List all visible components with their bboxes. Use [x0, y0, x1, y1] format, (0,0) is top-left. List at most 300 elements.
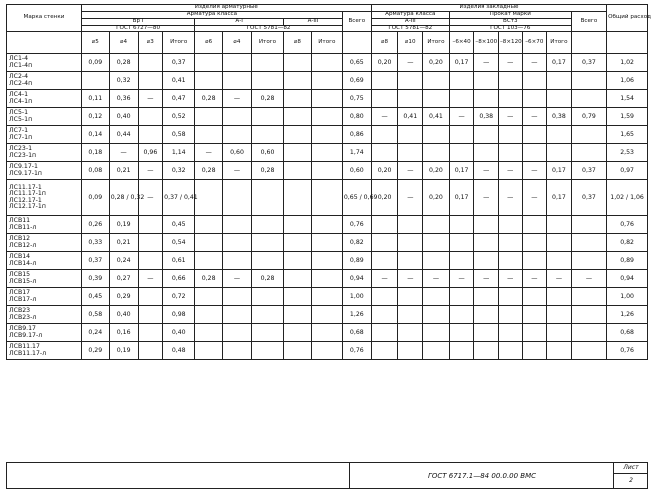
- value-cell: [449, 144, 474, 162]
- value-cell: [522, 342, 547, 360]
- brand-name: ЛС2-4п: [9, 79, 33, 87]
- header-total: Всего: [342, 11, 371, 32]
- value-cell: [398, 306, 423, 324]
- value-cell: [423, 234, 450, 252]
- header-d8b: ⌀8: [371, 32, 398, 54]
- value-cell: [474, 216, 499, 234]
- header-gost-a: ГОСТ 5781—82: [195, 25, 343, 32]
- value-cell: 0,41: [423, 108, 450, 126]
- value-cell: 1,59: [607, 108, 648, 126]
- value-cell: [223, 72, 252, 90]
- header-d4: ⌀4: [109, 32, 138, 54]
- header-spacer-2: [342, 32, 371, 54]
- value-cell: [398, 288, 423, 306]
- value-cell: [522, 144, 547, 162]
- value-cell: [371, 90, 398, 108]
- value-cell: —: [398, 270, 423, 288]
- value-cell: 1,00: [607, 288, 648, 306]
- table-row: [7, 108, 648, 126]
- value-cell: 0,65: [342, 54, 371, 72]
- value-cell: 0,28: [251, 162, 283, 180]
- brand-cell: [7, 234, 82, 252]
- header-a3: А-III: [284, 18, 343, 25]
- value-cell: 0,09: [81, 54, 109, 72]
- value-cell: 0,28: [109, 54, 138, 72]
- value-cell: 0,14: [81, 126, 109, 144]
- value-cell: [251, 234, 283, 252]
- brand-name: ЛС12.17-1п: [9, 203, 46, 211]
- value-cell: [223, 126, 252, 144]
- value-cell: [571, 252, 606, 270]
- value-cell: 0,19: [109, 342, 138, 360]
- brand-name: ЛСВ23-л: [9, 313, 37, 321]
- brand-name: ЛС7-1п: [9, 133, 33, 141]
- value-cell: [398, 126, 423, 144]
- value-cell: —: [449, 108, 474, 126]
- header-p2: –8×100: [474, 32, 499, 54]
- table-row: [7, 252, 648, 270]
- value-cell: —: [398, 180, 423, 216]
- value-cell: 0,94: [607, 270, 648, 288]
- value-cell: [449, 90, 474, 108]
- brand-name: ЛСВ23: [9, 307, 31, 315]
- value-cell: —: [371, 270, 398, 288]
- brand-name: ЛС7-1: [9, 127, 29, 135]
- value-cell: —: [371, 108, 398, 126]
- header-d4b: ⌀4: [223, 32, 252, 54]
- value-cell: 0,41: [163, 72, 195, 90]
- header-vst: ВСт3: [449, 18, 571, 25]
- value-cell: [423, 90, 450, 108]
- value-cell: [571, 126, 606, 144]
- header-brand: Марка стенки: [7, 5, 82, 32]
- value-cell: [284, 306, 312, 324]
- value-cell: [284, 144, 312, 162]
- value-cell: —: [138, 180, 163, 216]
- value-cell: [371, 216, 398, 234]
- value-cell: [449, 342, 474, 360]
- value-cell: [371, 288, 398, 306]
- value-cell: [474, 72, 499, 90]
- value-cell: 0,37: [81, 252, 109, 270]
- value-cell: [571, 342, 606, 360]
- value-cell: —: [109, 144, 138, 162]
- header-armature-class-2: Арматура класса: [371, 11, 449, 18]
- brand-name: ЛС1-4п: [9, 61, 33, 69]
- value-cell: [311, 90, 342, 108]
- value-cell: 1,14: [163, 144, 195, 162]
- value-cell: —: [223, 270, 252, 288]
- value-cell: 0,26: [81, 216, 109, 234]
- value-cell: 0,76: [342, 342, 371, 360]
- header-sum2: Итого: [251, 32, 283, 54]
- value-cell: [284, 288, 312, 306]
- value-cell: 0,98: [163, 306, 195, 324]
- value-cell: 0,20: [423, 180, 450, 216]
- value-cell: 0,68: [607, 324, 648, 342]
- value-cell: [522, 234, 547, 252]
- header-armature-class: Арматура класса: [81, 11, 342, 18]
- value-cell: —: [522, 180, 547, 216]
- value-cell: [499, 234, 523, 252]
- value-cell: 0,17: [449, 180, 474, 216]
- value-cell: [138, 108, 163, 126]
- value-cell: [223, 180, 252, 216]
- brand-name: ЛС5-1: [9, 109, 29, 117]
- value-cell: —: [423, 270, 450, 288]
- value-cell: [571, 288, 606, 306]
- table-row: [7, 306, 648, 324]
- value-cell: 0,36: [109, 90, 138, 108]
- header-a1: А-I: [195, 18, 284, 25]
- brand-name: ЛС4-1п: [9, 97, 33, 105]
- value-cell: [547, 144, 572, 162]
- value-cell: [81, 72, 109, 90]
- value-cell: 0,29: [81, 342, 109, 360]
- value-cell: [223, 108, 252, 126]
- value-cell: —: [474, 162, 499, 180]
- value-cell: [398, 342, 423, 360]
- value-cell: [398, 90, 423, 108]
- brand-name: ЛСВ11.17-л: [9, 349, 47, 357]
- value-cell: [284, 234, 312, 252]
- value-cell: [474, 126, 499, 144]
- header-p1: –6×40: [449, 32, 474, 54]
- value-cell: —: [398, 54, 423, 72]
- brand-name: ЛС23-1: [9, 145, 33, 153]
- value-cell: [311, 342, 342, 360]
- value-cell: [311, 288, 342, 306]
- value-cell: [449, 288, 474, 306]
- value-cell: [547, 342, 572, 360]
- value-cell: [311, 324, 342, 342]
- brand-name: ЛС12.17-1: [9, 196, 42, 204]
- value-cell: 0,20: [371, 54, 398, 72]
- value-cell: [398, 216, 423, 234]
- value-cell: 0,44: [109, 126, 138, 144]
- value-cell: 0,17: [547, 162, 572, 180]
- value-cell: 0,28: [195, 162, 223, 180]
- brand-name: ЛС9.17-1п: [9, 169, 42, 177]
- value-cell: [284, 324, 312, 342]
- brand-name: ЛСВ14-л: [9, 259, 37, 267]
- value-cell: 0,19: [109, 216, 138, 234]
- header-a3b: А-III: [371, 18, 449, 25]
- value-cell: [499, 126, 523, 144]
- value-cell: 0,33: [81, 234, 109, 252]
- value-cell: [138, 252, 163, 270]
- brand-name: ЛСВ12: [9, 235, 31, 243]
- value-cell: [251, 252, 283, 270]
- value-cell: [138, 216, 163, 234]
- header-d5: ⌀5: [81, 32, 109, 54]
- header-total-2: Всего: [571, 11, 606, 32]
- brand-name: ЛСВ11.17: [9, 343, 40, 351]
- value-cell: [311, 108, 342, 126]
- value-cell: 0,94: [342, 270, 371, 288]
- brand-cell: [7, 288, 82, 306]
- value-cell: [449, 234, 474, 252]
- value-cell: 0,32: [163, 162, 195, 180]
- value-cell: [284, 180, 312, 216]
- value-cell: [251, 288, 283, 306]
- value-cell: —: [398, 162, 423, 180]
- value-cell: [522, 324, 547, 342]
- value-cell: [311, 216, 342, 234]
- value-cell: [223, 306, 252, 324]
- title-block: [6, 462, 648, 489]
- value-cell: —: [474, 54, 499, 72]
- brand-name: ЛС11.17-1: [9, 183, 42, 191]
- brand-cell: [7, 126, 82, 144]
- value-cell: [371, 306, 398, 324]
- value-cell: [499, 90, 523, 108]
- value-cell: [195, 324, 223, 342]
- value-cell: 0,79: [571, 108, 606, 126]
- table-row: [7, 54, 648, 72]
- table-row: [7, 90, 648, 108]
- value-cell: [571, 324, 606, 342]
- value-cell: 0,96: [138, 144, 163, 162]
- document-code: ГОСТ 6717.1—84 00.0.00 ВМС: [349, 463, 614, 488]
- value-cell: [284, 90, 312, 108]
- header-gost-a3b: ГОСТ 5781—82: [371, 25, 449, 32]
- brand-name: ЛС9.17-1: [9, 163, 38, 171]
- value-cell: 0,37: [571, 162, 606, 180]
- value-cell: 0,11: [81, 90, 109, 108]
- header-bp1: Вр I: [81, 18, 194, 25]
- value-cell: [195, 126, 223, 144]
- value-cell: 0,41: [398, 108, 423, 126]
- value-cell: [223, 342, 252, 360]
- brand-cell: [7, 54, 82, 72]
- value-cell: [449, 306, 474, 324]
- value-cell: [474, 90, 499, 108]
- value-cell: [138, 126, 163, 144]
- brand-cell: [7, 252, 82, 270]
- value-cell: 0,38: [547, 108, 572, 126]
- value-cell: 1,02 / 1,06: [607, 180, 648, 216]
- value-cell: —: [474, 270, 499, 288]
- header-spacer: [7, 32, 82, 54]
- value-cell: —: [138, 90, 163, 108]
- brand-name: ЛС11.17-1п: [9, 190, 46, 198]
- value-cell: 0,52: [163, 108, 195, 126]
- value-cell: [571, 144, 606, 162]
- value-cell: 0,37 / 0,41: [163, 180, 195, 216]
- value-cell: 0,28: [251, 90, 283, 108]
- value-cell: [371, 324, 398, 342]
- value-cell: 0,58: [163, 126, 195, 144]
- value-cell: 1,00: [342, 288, 371, 306]
- value-cell: [371, 252, 398, 270]
- value-cell: —: [522, 162, 547, 180]
- value-cell: 0,32: [109, 72, 138, 90]
- brand-name: ЛС5-1п: [9, 115, 33, 123]
- value-cell: 0,29: [109, 288, 138, 306]
- value-cell: [423, 72, 450, 90]
- table-header: [7, 4, 651, 54]
- header-rolled: Прокат марки: [449, 11, 571, 18]
- value-cell: [547, 126, 572, 144]
- value-cell: 0,28: [251, 270, 283, 288]
- value-cell: 0,16: [109, 324, 138, 342]
- value-cell: 0,21: [109, 234, 138, 252]
- header-gost-rolled: ГОСТ 103—76: [449, 25, 571, 32]
- value-cell: [474, 252, 499, 270]
- value-cell: 0,21: [109, 162, 138, 180]
- value-cell: [449, 252, 474, 270]
- value-cell: [195, 234, 223, 252]
- value-cell: [138, 306, 163, 324]
- value-cell: 0,38: [474, 108, 499, 126]
- table-body: [7, 54, 648, 360]
- value-cell: [522, 252, 547, 270]
- value-cell: [223, 252, 252, 270]
- value-cell: [138, 54, 163, 72]
- value-cell: [547, 72, 572, 90]
- value-cell: [423, 324, 450, 342]
- specification-table: [6, 4, 651, 360]
- value-cell: [547, 252, 572, 270]
- value-cell: 0,76: [607, 216, 648, 234]
- value-cell: 0,58: [81, 306, 109, 324]
- brand-name: ЛСВ12-л: [9, 241, 37, 249]
- value-cell: [474, 324, 499, 342]
- value-cell: [398, 324, 423, 342]
- value-cell: [499, 288, 523, 306]
- value-cell: [499, 216, 523, 234]
- value-cell: [423, 252, 450, 270]
- brand-cell: [7, 216, 82, 234]
- value-cell: [522, 306, 547, 324]
- value-cell: [522, 288, 547, 306]
- value-cell: [571, 306, 606, 324]
- value-cell: 0,60: [251, 144, 283, 162]
- header-d8: ⌀8: [284, 32, 312, 54]
- value-cell: [398, 252, 423, 270]
- value-cell: 0,37: [571, 54, 606, 72]
- value-cell: [547, 90, 572, 108]
- value-cell: [547, 234, 572, 252]
- value-cell: —: [522, 270, 547, 288]
- value-cell: [522, 90, 547, 108]
- value-cell: —: [522, 108, 547, 126]
- value-cell: 0,20: [423, 162, 450, 180]
- value-cell: [398, 144, 423, 162]
- value-cell: [138, 288, 163, 306]
- value-cell: —: [499, 54, 523, 72]
- value-cell: [311, 270, 342, 288]
- value-cell: [311, 72, 342, 90]
- value-cell: —: [522, 54, 547, 72]
- header-sum5: Итого: [547, 32, 572, 54]
- value-cell: 0,17: [449, 54, 474, 72]
- value-cell: [251, 324, 283, 342]
- value-cell: [371, 234, 398, 252]
- value-cell: [423, 288, 450, 306]
- value-cell: [371, 144, 398, 162]
- value-cell: 0,45: [163, 216, 195, 234]
- value-cell: [223, 234, 252, 252]
- value-cell: [398, 234, 423, 252]
- header-gost-bp: ГОСТ 6727—80: [81, 25, 194, 32]
- value-cell: 1,02: [607, 54, 648, 72]
- header-sum4: Итого: [423, 32, 450, 54]
- value-cell: 1,26: [342, 306, 371, 324]
- value-cell: [195, 72, 223, 90]
- value-cell: 0,28: [195, 90, 223, 108]
- value-cell: 0,20: [371, 162, 398, 180]
- value-cell: 0,39: [81, 270, 109, 288]
- value-cell: —: [449, 270, 474, 288]
- value-cell: 0,18: [81, 144, 109, 162]
- value-cell: [284, 270, 312, 288]
- value-cell: [311, 126, 342, 144]
- table-row: [7, 288, 648, 306]
- value-cell: 0,12: [81, 108, 109, 126]
- value-cell: 1,26: [607, 306, 648, 324]
- value-cell: [284, 54, 312, 72]
- brand-cell: [7, 108, 82, 126]
- value-cell: 0,45: [81, 288, 109, 306]
- value-cell: 0,24: [81, 324, 109, 342]
- brand-name: ЛСВ9.17-л: [9, 331, 43, 339]
- value-cell: [251, 54, 283, 72]
- value-cell: 0,76: [342, 216, 371, 234]
- value-cell: 0,27: [109, 270, 138, 288]
- value-cell: [547, 288, 572, 306]
- value-cell: [522, 72, 547, 90]
- value-cell: [284, 162, 312, 180]
- value-cell: [423, 306, 450, 324]
- brand-cell: [7, 90, 82, 108]
- value-cell: [547, 306, 572, 324]
- header-spacer-4: [607, 32, 648, 54]
- brand-cell: [7, 180, 82, 216]
- header-sum: Итого: [163, 32, 195, 54]
- value-cell: 0,89: [342, 252, 371, 270]
- value-cell: [195, 252, 223, 270]
- value-cell: 0,76: [607, 342, 648, 360]
- value-cell: 0,24: [109, 252, 138, 270]
- value-cell: [571, 216, 606, 234]
- value-cell: 0,60: [342, 162, 371, 180]
- value-cell: [251, 72, 283, 90]
- value-cell: 0,40: [109, 108, 138, 126]
- value-cell: [474, 342, 499, 360]
- value-cell: [449, 126, 474, 144]
- brand-cell: [7, 270, 82, 288]
- value-cell: [571, 72, 606, 90]
- value-cell: 0,69: [342, 72, 371, 90]
- value-cell: 0,08: [81, 162, 109, 180]
- header-products: Изделия арматурные: [81, 5, 371, 12]
- value-cell: [571, 90, 606, 108]
- value-cell: [311, 144, 342, 162]
- value-cell: 0,65 / 0,69: [342, 180, 371, 216]
- table-row: [7, 234, 648, 252]
- value-cell: —: [499, 180, 523, 216]
- value-cell: [371, 72, 398, 90]
- value-cell: [284, 252, 312, 270]
- value-cell: 0,48: [163, 342, 195, 360]
- value-cell: 0,09: [81, 180, 109, 216]
- value-cell: [251, 126, 283, 144]
- value-cell: [138, 342, 163, 360]
- table-row: [7, 180, 648, 216]
- value-cell: [423, 126, 450, 144]
